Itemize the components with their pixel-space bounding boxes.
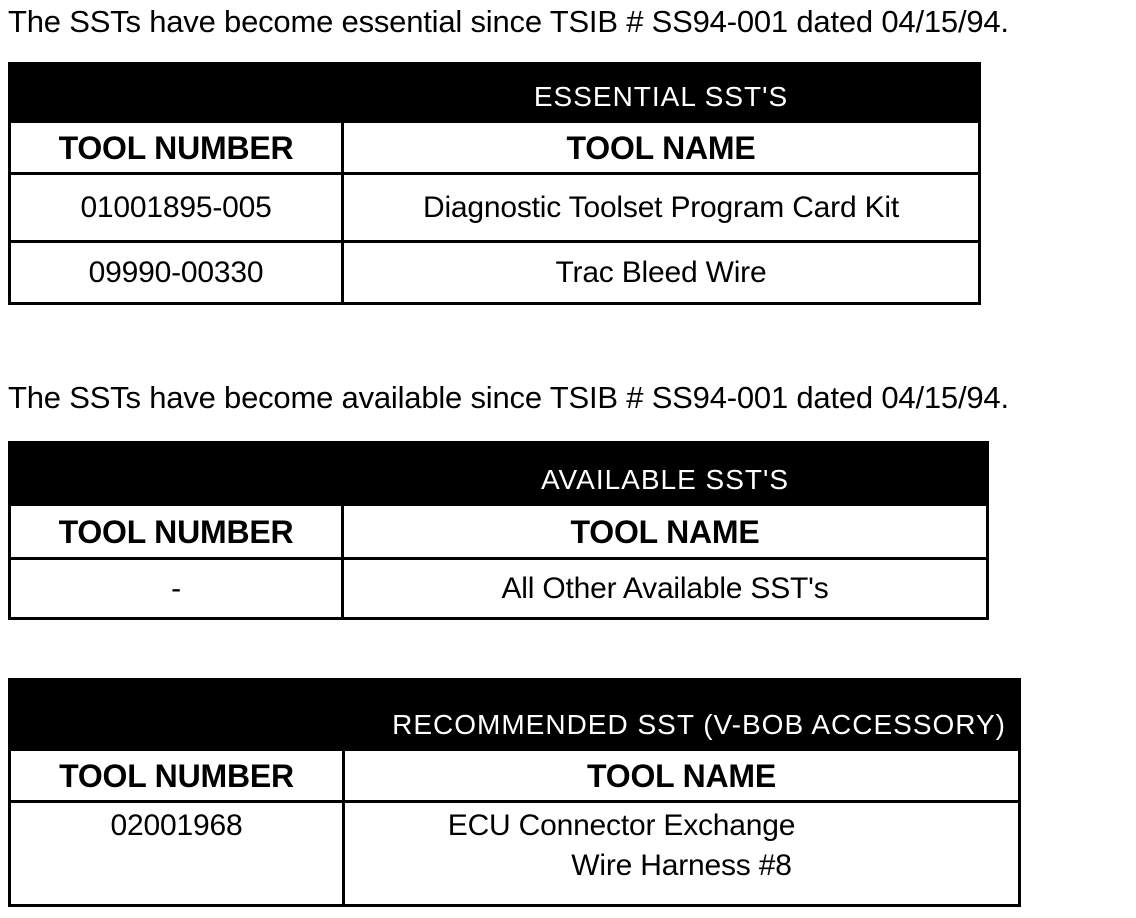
- tool-number-cell: 02001968: [10, 802, 344, 906]
- essential-sst-table: [8, 62, 981, 305]
- tool-name-cell: Diagnostic Toolset Program Card Kit: [343, 174, 980, 242]
- tool-name-cell: Trac Bleed Wire: [343, 242, 980, 304]
- tool-name-cell: All Other Available SST's: [343, 559, 988, 619]
- column-header-tool-name: TOOL NAME: [343, 122, 980, 174]
- table-row: [10, 174, 980, 242]
- tool-name-line: Wire Harness #8: [571, 849, 792, 882]
- column-header-tool-name: TOOL NAME: [343, 505, 988, 559]
- available-intro-text: The SSTs have become available since TSIB # SS94-001 dated 04/15/94.: [8, 380, 1009, 415]
- column-header-tool-number: TOOL NUMBER: [10, 750, 344, 802]
- column-header-tool-name: TOOL NAME: [344, 750, 1020, 802]
- column-header-tool-number: TOOL NUMBER: [10, 505, 343, 559]
- tool-name-line: ECU Connector Exchange: [447, 809, 796, 842]
- tool-name-cell: [344, 802, 1020, 906]
- available-sst-table: [8, 441, 989, 620]
- table-row: [10, 242, 980, 304]
- table-title: AVAILABLE SST'S: [343, 443, 988, 505]
- table-banner-left: [10, 680, 344, 750]
- recommended-sst-table: [8, 678, 1021, 907]
- table-row: [10, 559, 988, 619]
- table-banner-left: [10, 64, 343, 122]
- table-title: ESSENTIAL SST'S: [343, 64, 980, 122]
- table-banner-left: [10, 443, 343, 505]
- tool-number-cell: 09990-00330: [10, 242, 343, 304]
- tool-number-cell: 01001895-005: [10, 174, 343, 242]
- tool-number-cell: -: [10, 559, 343, 619]
- essential-intro-text: The SSTs have become essential since TSIB # SS94-001 dated 04/15/94.: [8, 4, 1009, 39]
- table-title: RECOMMENDED SST (V-BOB ACCESSORY): [344, 680, 1020, 750]
- table-row: [10, 802, 1020, 906]
- column-header-tool-number: TOOL NUMBER: [10, 122, 343, 174]
